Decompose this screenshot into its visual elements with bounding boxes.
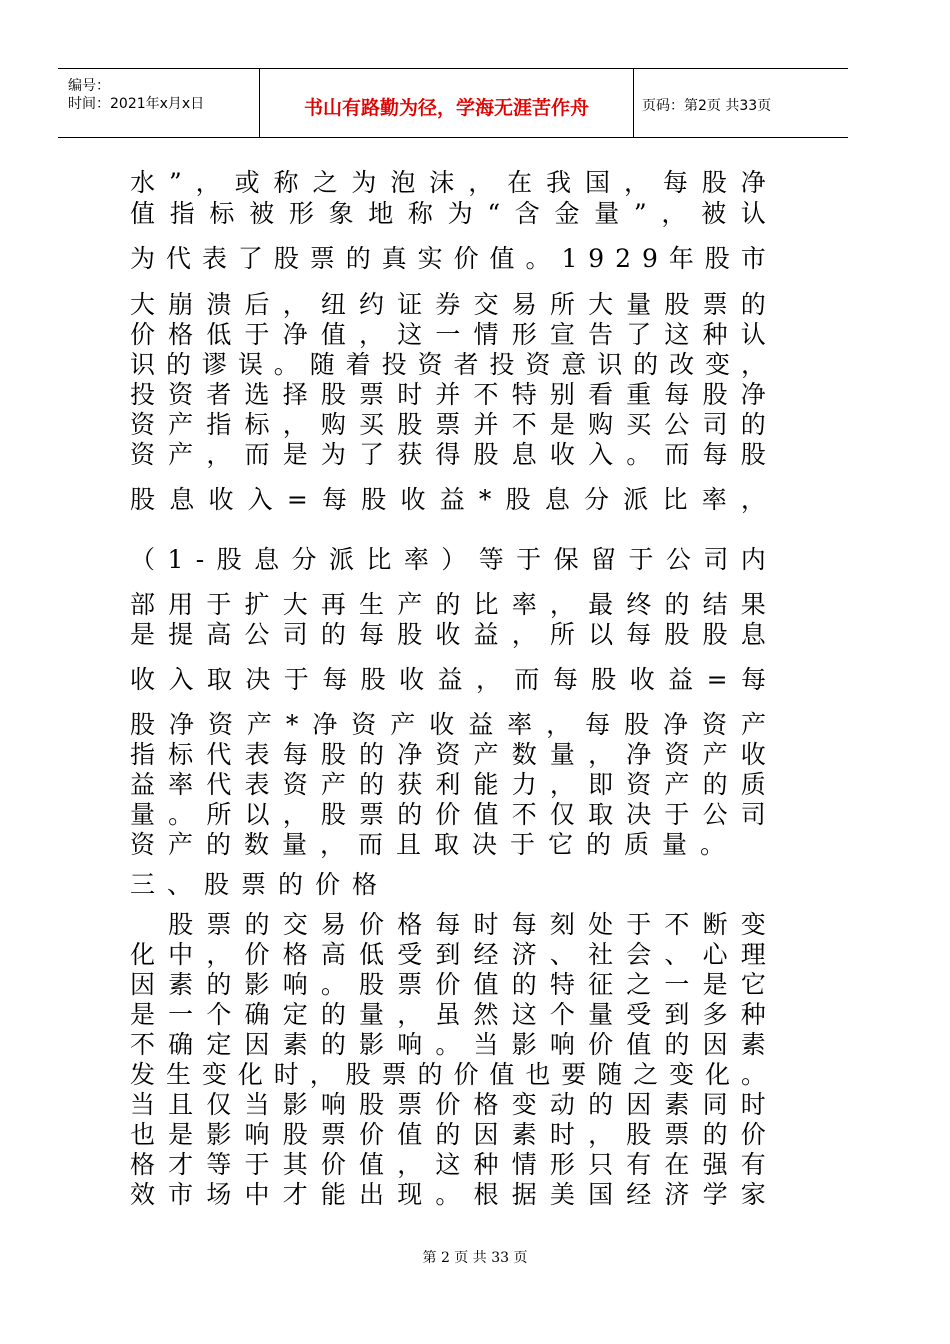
body-line: 收 入 取 决 于 每 股 收 益 ， 而 每 股 收 益 = 每 <box>130 665 766 694</box>
body-line: 是 提 高 公 司 的 每 股 收 益 ， 所 以 每 股 股 息 <box>130 620 766 649</box>
body-line: 值 指 标 被 形 象 地 称 为 “ 含 金 量 ” ， 被 认 <box>130 199 766 228</box>
body-line: 益 率 代 表 资 产 的 获 利 能 力 ， 即 资 产 的 质 <box>130 770 766 799</box>
body-line: 资 产 指 标 ， 购 买 股 票 并 不 是 购 买 公 司 的 <box>130 410 766 439</box>
body-line: 当 且 仅 当 影 响 股 票 价 格 变 动 的 因 素 同 时 <box>130 1090 766 1119</box>
body-line: （ 1 - 股 息 分 派 比 率 ） 等 于 保 留 于 公 司 内 <box>130 545 766 574</box>
body-line: 化 中 ， 价 格 高 低 受 到 经 济 、 社 会 、 心 理 <box>130 940 766 969</box>
header-motto: 书山有路勤为径，学海无涯苦作舟 <box>303 97 589 119</box>
document-body <box>130 0 770 1250</box>
section-heading: 三、股票的价格 <box>130 870 390 899</box>
body-line: 效 市 场 中 才 能 出 现 。 根 据 美 国 经 济 学 家 <box>130 1180 766 1209</box>
body-line: 指 标 代 表 每 股 的 净 资 产 数 量 ， 净 资 产 收 <box>130 740 766 769</box>
body-line: 股 息 收 入 = 每 股 收 益 * 股 息 分 派 比 率 ， <box>130 485 766 514</box>
page-footer: 第 2 页 共 33 页 <box>422 1250 528 1266</box>
body-line: 不 确 定 因 素 的 影 响 。 当 影 响 价 值 的 因 素 <box>130 1030 766 1059</box>
document-number-label: 编号： <box>68 78 110 94</box>
body-line: 发 生 变 化 时 ， 股 票 的 价 值 也 要 随 之 变 化 。 <box>130 1060 766 1089</box>
body-line: 股 净 资 产 * 净 资 产 收 益 率 ， 每 股 净 资 产 <box>130 710 766 739</box>
body-line: 因 素 的 影 响 。 股 票 价 值 的 特 征 之 一 是 它 <box>130 970 766 999</box>
body-line: 资产的数量，而且取决于它的质量。 <box>130 830 739 859</box>
body-line: 股 票 的 交 易 价 格 每 时 每 刻 处 于 不 断 变 <box>168 910 766 939</box>
body-line: 投 资 者 选 择 股 票 时 并 不 特 别 看 重 每 股 净 <box>130 380 766 409</box>
body-line: 大 崩 溃 后 ， 纽 约 证 券 交 易 所 大 量 股 票 的 <box>130 290 766 319</box>
body-line: 也 是 影 响 股 票 价 值 的 因 素 时 ， 股 票 的 价 <box>130 1120 766 1149</box>
body-line: 量 。 所 以 ， 股 票 的 价 值 不 仅 取 决 于 公 司 <box>130 800 766 829</box>
body-line: 价 格 低 于 净 值 ， 这 一 情 形 宣 告 了 这 种 认 <box>130 320 766 349</box>
body-line: 资 产 ， 而 是 为 了 获 得 股 息 收 入 。 而 每 股 <box>130 440 766 469</box>
body-line: 识 的 谬 误 。 随 着 投 资 者 投 资 意 识 的 改 变 ， <box>130 350 766 379</box>
header-page-number: 页码：第2页 共33页 <box>642 98 772 114</box>
body-line: 格 才 等 于 其 价 值 ， 这 种 情 形 只 有 在 强 有 <box>130 1150 766 1179</box>
body-line: 水 ” ， 或 称 之 为 泡 沫 ， 在 我 国 ， 每 股 净 <box>130 168 766 197</box>
body-line: 部 用 于 扩 大 再 生 产 的 比 率 ， 最 终 的 结 果 <box>130 590 766 619</box>
body-line: 是 一 个 确 定 的 量 ， 虽 然 这 个 量 受 到 多 种 <box>130 1000 766 1029</box>
document-time-label: 时间：2021年x月x日 <box>68 96 205 112</box>
body-line: 为 代 表 了 股 票 的 真 实 价 值 。 1 9 2 9 年 股 市 <box>130 244 766 273</box>
